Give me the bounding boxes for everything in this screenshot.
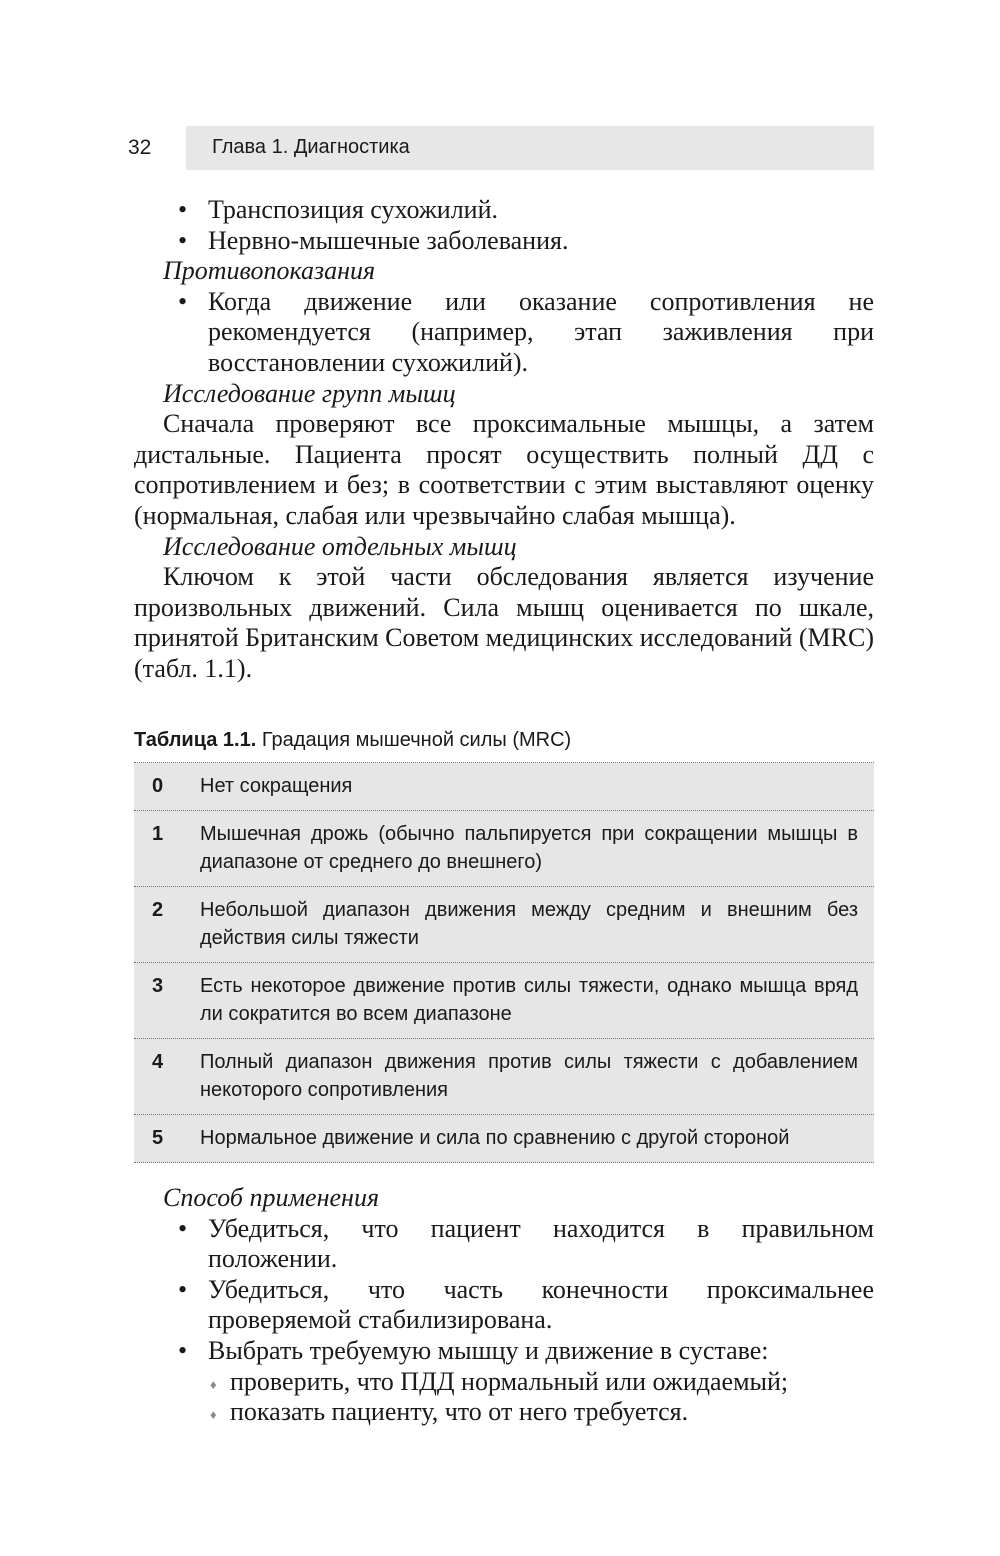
grade-cell: 3	[152, 975, 164, 997]
list-item	[208, 1336, 874, 1428]
description-cell: Полный диапазон движения против силы тяжести с добавлением некоторого сопротивления	[200, 1051, 858, 1101]
grade-cell: 1	[152, 823, 164, 845]
indications-list	[134, 195, 874, 256]
contraindications-list	[134, 287, 874, 379]
sub-list	[208, 1367, 874, 1428]
description-cell: Нормальное движение и сила по сравнению с другой стороной	[200, 1127, 790, 1149]
list-item-text: Выбрать требуемую мышцу и движение в суставе:	[208, 1335, 769, 1365]
table-row	[134, 763, 874, 811]
description-cell: Мышечная дрожь (обычно пальпируется при сокращении мышцы в диапазоне от среднего до внешнего)	[200, 823, 858, 873]
individual-muscles-paragraph: Ключом к этой части обследования является изучение произвольных движений. Сила мышц оценивается по шкале, принятой Британским Советом медицинских исследований (MRC) (табл. 1.1).	[134, 562, 874, 683]
sub-list-item: ♦ показать пациенту, что от него требуется.	[230, 1397, 874, 1428]
table-caption-text: Градация мышечной силы (MRC)	[256, 729, 572, 751]
table-row	[134, 887, 874, 963]
list-item: • Нервно-мышечные заболевания.	[208, 226, 874, 257]
list-item: • Когда движение или оказание сопротивления не рекомендуется (например, этап заживления при восстановлении сухожилий).	[208, 287, 874, 379]
method-list	[134, 1214, 874, 1428]
grade-cell: 5	[152, 1127, 164, 1149]
description-cell: Небольшой диапазон движения между средним и внешним без действия силы тяжести	[200, 899, 858, 949]
grade-cell: 0	[152, 775, 164, 797]
table-caption	[134, 729, 571, 752]
grade-cell: 2	[152, 899, 164, 921]
page-number: 32	[128, 136, 152, 159]
table-row	[134, 1115, 874, 1163]
description-cell: Есть некоторое движение против силы тяжести, однако мышца вряд ли сократится во всем диапазоне	[200, 975, 858, 1025]
table-caption-label: Таблица 1.1.	[134, 729, 257, 751]
table-row	[134, 811, 874, 887]
table-row	[134, 963, 874, 1039]
list-item: • Убедиться, что пациент находится в правильном положении.	[208, 1214, 874, 1275]
contraindications-heading: Противопоказания	[163, 256, 376, 286]
list-item: • Транспозиция сухожилий.	[208, 195, 874, 226]
grade-cell: 4	[152, 1051, 164, 1073]
body-text-bottom	[134, 1183, 874, 1428]
mrc-table	[134, 762, 874, 1163]
method-heading: Способ применения	[163, 1183, 380, 1212]
body-text-top	[134, 195, 874, 685]
sub-list-item: ♦ проверить, что ПДД нормальный или ожидаемый;	[230, 1367, 874, 1398]
muscle-groups-paragraph: Сначала проверяют все проксимальные мышцы, а затем дистальные. Пациента просят осуществить полный ДД с сопротивлением и без; в соответствии с этим выставляют оценку (нормальная, слабая или чрезвычайно слабая мышца).	[134, 409, 874, 530]
chapter-title: Глава 1. Диагностика	[212, 136, 410, 158]
individual-muscles-heading: Исследование отдельных мышц	[163, 531, 517, 561]
list-item: • Убедиться, что часть конечности проксимальнее проверяемой стабилизирована.	[208, 1275, 874, 1336]
table-row	[134, 1039, 874, 1115]
description-cell: Нет сокращения	[200, 775, 353, 797]
muscle-groups-heading: Исследование групп мышц	[163, 378, 456, 408]
running-header	[186, 126, 874, 170]
